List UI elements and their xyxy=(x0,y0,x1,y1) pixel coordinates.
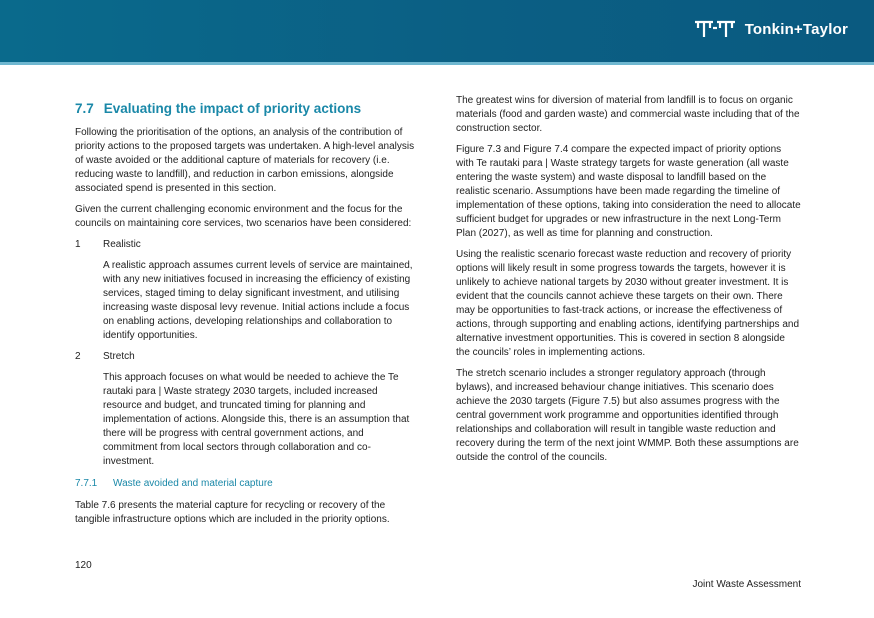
footer-title: Joint Waste Assessment xyxy=(692,579,801,590)
section-heading xyxy=(75,100,417,118)
header-stripe xyxy=(0,62,874,65)
paragraph: Using the realistic scenario forecast waste reduction and recovery of priority options will likely result in some progress towards the targets, however it is unlikely to achieve national targets by 2030 without greater investment. It is evident that the councils cannot achieve these targets on their own. There may be opportunities to fast-track actions, or increase the effectiveness of actions, through supporting and enabling actions, identifying partnerships and alternative investment opportunities. This is covered in section 8 alongside the councils’ roles in implementing actions. xyxy=(456,249,800,358)
list-label: Realistic xyxy=(103,239,141,250)
section-number: 7.7 xyxy=(75,101,94,116)
paragraph: The stretch scenario includes a stronger regulatory approach (through bylaws), and increased behaviour change initiatives. This scenario does achieve the 2030 targets (Figure 7.5) but also assumes progress with the central government work programme and opportunities identified through relationships and collaboration will result in tangible waste reduction and recovery during the term of the next joint WMMP. Both these assumptions are outside the control of the councils. xyxy=(456,368,799,463)
company-logo xyxy=(693,16,848,42)
paragraph: Following the prioritisation of the options, an analysis of the contribution of priority actions to the proposed targets was undertaken. A high-level analysis of waste avoided or the additional capture of materials for recovery (i.e. reducing waste to landfill), and reduction in carbon emissions, alongside associated spend is presented in this section. xyxy=(75,127,415,194)
page-number: 120 xyxy=(75,560,92,571)
list-label: Stretch xyxy=(103,351,135,362)
paragraph: Table 7.6 presents the material capture for recycling or recovery of the tangible infrastructure options which are included in the priority options. xyxy=(75,500,390,525)
list-body: A realistic approach assumes current levels of service are maintained, with any new initiatives focused in increasing the efficiency of existing services, staged timing to delay significant investment, and utilising increasing waste disposal levy revenue. Initial actions include a focus on enabling actions, developing relationships and collaboration to identify opportunities. xyxy=(103,260,413,341)
list-item xyxy=(75,238,417,252)
list-body: This approach focuses on what would be needed to achieve the Te rautaki para | Waste strategy 2030 targets, included increased resource and budget, and truncated timing for planning and implementation of actions. Alongside this, there is an assumption that there will be progress with central government actions, and commitment from local sectors through collaboration and co-investment. xyxy=(103,372,410,467)
right-column xyxy=(456,94,801,472)
list-number: 2 xyxy=(75,351,81,362)
paragraph: Figure 7.3 and Figure 7.4 compare the expected impact of priority options with Te rautaki para | Waste strategy targets for waste generation (all waste entering the waste system) and waste disposal to landfill based on the realistic scenario. Assumptions have been made regarding the timeline of implementation of these options, taking into consideration the need to allocate sufficient budget for upgrades or new infrastructure in the next Long-Term Plan (2027), as well as time for planning and construction. xyxy=(456,144,801,239)
subsection-number: 7.7.1 xyxy=(75,478,98,489)
header-banner xyxy=(0,0,874,62)
left-column xyxy=(75,94,417,534)
tt-logo-icon xyxy=(693,18,739,40)
paragraph: Given the current challenging economic environment and the focus for the councils on maintaining core services, two scenarios have been considered: xyxy=(75,204,412,229)
subsection-title: Waste avoided and material capture xyxy=(113,478,273,489)
subsection-heading xyxy=(75,477,417,491)
logo-text: Tonkin+Taylor xyxy=(744,20,848,38)
list-item xyxy=(75,350,417,364)
list-number: 1 xyxy=(75,239,81,250)
paragraph: The greatest wins for diversion of material from landfill is to focus on organic materials (food and garden waste) and commercial waste including that of the construction sector. xyxy=(456,95,800,134)
section-title: Evaluating the impact of priority actions xyxy=(103,101,362,116)
